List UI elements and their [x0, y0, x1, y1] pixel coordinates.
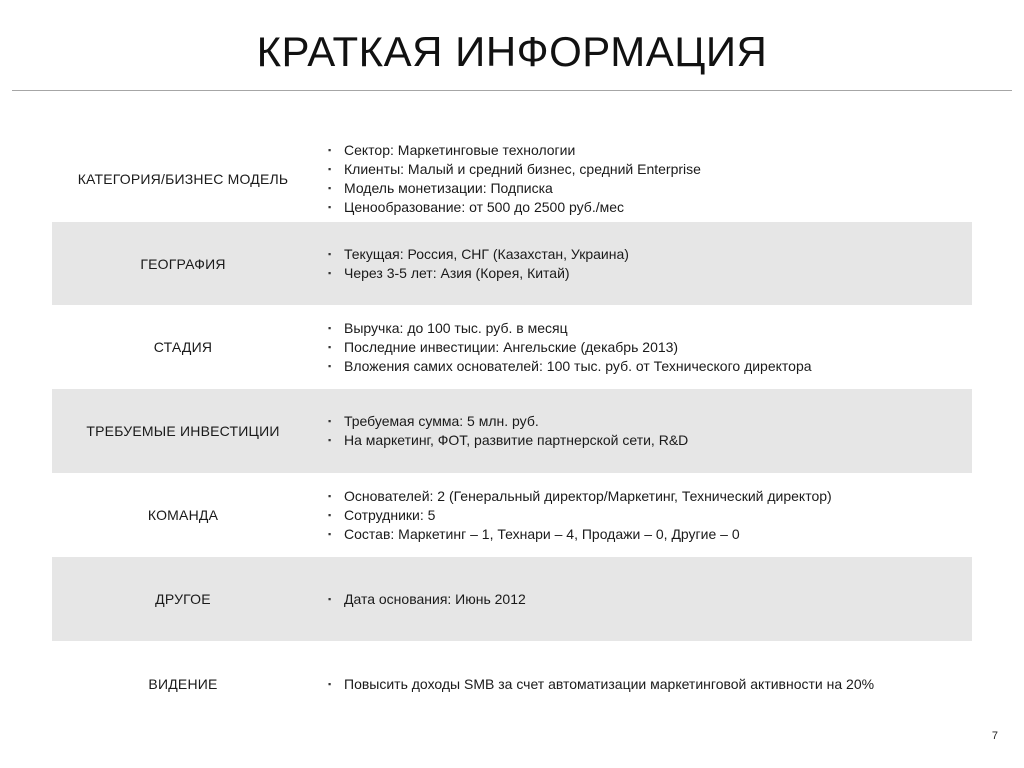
row-items	[314, 675, 874, 694]
row-investment	[52, 389, 972, 473]
list-item: ▪ Модель монетизации: Подписка	[328, 179, 701, 198]
row-items	[314, 590, 526, 609]
title-divider	[12, 90, 1012, 91]
row-items	[314, 319, 812, 376]
list-item: ▪ Требуемая сумма: 5 млн. руб.	[328, 412, 688, 431]
list-item: ▪ Через 3-5 лет: Азия (Корея, Китай)	[328, 264, 629, 283]
list-item: ▪ На маркетинг, ФОТ, развитие партнерской сети, R&D	[328, 431, 688, 450]
row-label: ТРЕБУЕМЫЕ ИНВЕСТИЦИИ	[86, 423, 280, 439]
list-item: ▪ Вложения самих основателей: 100 тыс. руб. от Технического директора	[328, 357, 812, 376]
row-label: КАТЕГОРИЯ/БИЗНЕС МОДЕЛЬ	[77, 171, 289, 187]
row-geography	[52, 222, 972, 305]
list-item: ▪ Сотрудники: 5	[328, 506, 832, 525]
list-item: ▪ Выручка: до 100 тыс. руб. в месяц	[328, 319, 812, 338]
row-label: ВИДЕНИЕ	[148, 676, 218, 692]
row-items	[314, 245, 629, 283]
list-item: ▪ Основателей: 2 (Генеральный директор/Маркетинг, Технический директор)	[328, 487, 832, 506]
page-number: 7	[991, 730, 998, 742]
row-items	[314, 487, 832, 544]
row-business-model	[52, 136, 972, 222]
list-item: ▪ Последние инвестиции: Ангельские (декабрь 2013)	[328, 338, 812, 357]
row-label: СТАДИЯ	[153, 339, 213, 355]
list-item: ▪ Клиенты: Малый и средний бизнес, средний Enterprise	[328, 160, 701, 179]
row-vision	[52, 641, 972, 727]
row-label: КОМАНДА	[147, 507, 219, 523]
row-items	[314, 412, 688, 450]
list-item: ▪ Состав: Маркетинг – 1, Технари – 4, Продажи – 0, Другие – 0	[328, 525, 832, 544]
list-item: ▪ Ценообразование: от 500 до 2500 руб./мес	[328, 198, 701, 217]
row-label: ГЕОГРАФИЯ	[140, 255, 226, 272]
list-item: ▪ Повысить доходы SMB за счет автоматизации маркетинговой активности на 20%	[328, 675, 874, 694]
row-label: ДРУГОЕ	[155, 591, 211, 607]
row-other	[52, 557, 972, 641]
summary-table	[52, 136, 972, 727]
page-title: КРАТКАЯ ИНФОРМАЦИЯ	[256, 28, 768, 75]
row-team	[52, 473, 972, 557]
list-item: ▪ Дата основания: Июнь 2012	[328, 590, 526, 609]
list-item: ▪ Сектор: Маркетинговые технологии	[328, 141, 701, 160]
row-stage	[52, 305, 972, 389]
list-item: ▪ Текущая: Россия, СНГ (Казахстан, Украина)	[328, 245, 629, 264]
row-items	[314, 141, 701, 217]
